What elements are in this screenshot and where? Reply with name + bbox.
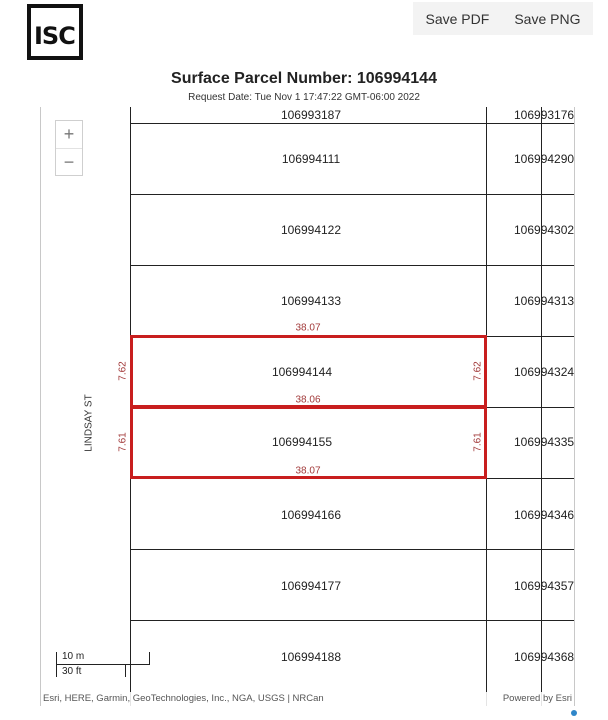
scale-bar-tick [149, 652, 150, 664]
request-date: Request Date: Tue Nov 1 17:47:22 GMT-06:00 2022 [188, 92, 420, 103]
scale-bar [56, 648, 136, 680]
dimension-right: 7.61 [472, 432, 484, 452]
zoom-control [55, 120, 83, 176]
save-png-button[interactable]: Save PNG [514, 10, 581, 27]
right-parcel-boundary [486, 620, 574, 621]
right-parcel-boundary [486, 194, 574, 195]
dimension-left: 7.61 [117, 432, 129, 452]
dimension-between: 38.06 [295, 394, 321, 406]
logo-text: ISC [34, 22, 75, 50]
scale-feet: 30 ft [62, 666, 82, 677]
right-parcel-label[interactable]: 106994313 [514, 294, 575, 308]
right-parcel-label[interactable]: 106994357 [514, 579, 575, 593]
export-toolbar [413, 2, 593, 35]
parcel-label[interactable]: 106994155 [271, 435, 333, 449]
location-pin-icon [571, 710, 577, 716]
scale-bar-line [56, 664, 150, 665]
parcel-label[interactable]: 106994122 [280, 223, 342, 237]
parcel-label[interactable]: 106994188 [280, 650, 342, 664]
zoom-in-button[interactable]: + [56, 121, 82, 149]
parcel-boundary [130, 549, 486, 550]
right-parcel-boundary [486, 549, 574, 550]
right-parcel-boundary [486, 407, 574, 408]
dimension-bottom: 38.07 [295, 465, 321, 477]
parcel-label[interactable]: 106994177 [280, 579, 342, 593]
parcel-boundary [130, 194, 486, 195]
street-label: LINDSAY ST [83, 394, 95, 452]
parcel-boundary [130, 620, 486, 621]
parcel-label[interactable]: 106994166 [280, 508, 342, 522]
parcel-label[interactable]: 106994111 [281, 152, 341, 166]
right-parcel-label[interactable]: 106994346 [514, 508, 575, 522]
dimension-right: 7.62 [472, 361, 484, 381]
scale-bar-tick [56, 652, 57, 664]
powered-by-esri[interactable]: Powered by Esri [502, 693, 572, 704]
right-parcel-label[interactable]: 106994335 [514, 435, 575, 449]
map-attribution [41, 692, 574, 706]
selected-parcel-label[interactable]: 106994144 [271, 365, 333, 379]
parcel-boundary [130, 123, 486, 124]
right-parcel-boundary [486, 336, 574, 337]
scale-bar-tick [56, 665, 57, 677]
right-parcel-boundary [486, 265, 574, 266]
right-parcel-label[interactable]: 106994368 [514, 650, 575, 664]
scale-bar-tick [125, 665, 126, 677]
parcel-label[interactable]: 106993187 [280, 108, 342, 122]
right-parcel-label[interactable]: 106994324 [514, 365, 575, 379]
right-parcel-label[interactable]: 106994290 [514, 152, 575, 166]
right-parcel-label[interactable]: 106993176 [514, 108, 575, 122]
right-parcel-boundary [486, 478, 574, 479]
scale-meters: 10 m [62, 651, 85, 662]
zoom-out-button[interactable]: − [63, 152, 75, 172]
dimension-top: 38.07 [295, 322, 321, 334]
parcel-label[interactable]: 106994133 [280, 294, 342, 308]
save-pdf-button[interactable]: Save PDF [425, 10, 490, 27]
page-title: Surface Parcel Number: 106994144 [171, 70, 437, 87]
right-parcel-label[interactable]: 106994302 [514, 223, 575, 237]
attribution-text: Esri, HERE, Garmin, GeoTechnologies, Inc., NGA, USGS | NRCan [43, 693, 324, 704]
parcel-map[interactable] [40, 107, 575, 706]
isc-logo [27, 4, 83, 60]
parcel-boundary [130, 265, 486, 266]
right-parcel-boundary [486, 123, 574, 124]
dimension-left: 7.62 [117, 361, 129, 381]
